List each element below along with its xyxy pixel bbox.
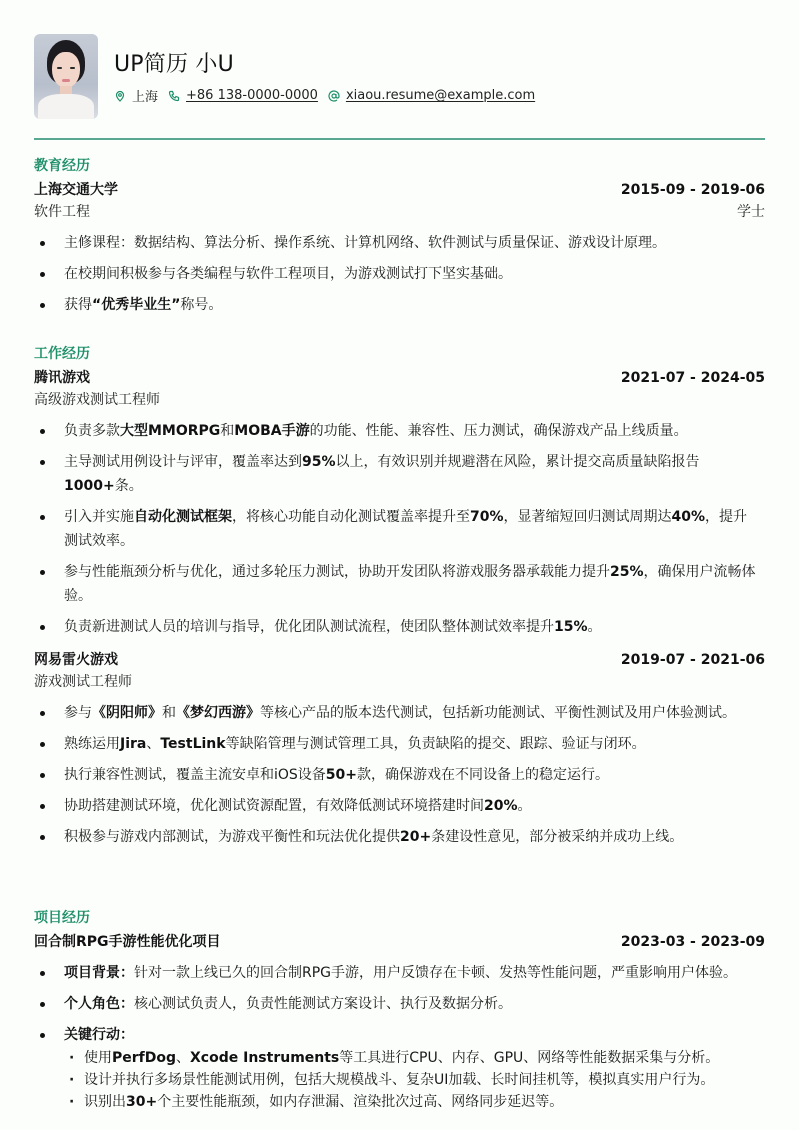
school-name: 上海交通大学	[34, 182, 118, 198]
job-date: 2019-07 - 2021-06	[620, 652, 765, 668]
list-item: 参与性能瓶颈分析与优化，通过多轮压力测试，协助开发团队将游戏服务器承载能力提升25%，确保用户流畅体验。	[34, 560, 765, 608]
list-item: 负责多款大型MMORPG和MOBA手游的功能、性能、兼容性、压力测试，确保游戏产品上线质量。	[34, 419, 765, 443]
section-title: 项目经历	[34, 910, 90, 926]
job-role: 游戏测试工程师	[34, 674, 132, 690]
education-bullets	[34, 231, 765, 317]
list-item: 熟练运用Jira、TestLink等缺陷管理与测试管理工具，负责缺陷的提交、跟踪、验证与闭环。	[34, 732, 765, 756]
list-item: 在校期间积极参与各类编程与软件工程项目，为游戏测试打下坚实基础。	[34, 262, 765, 286]
list-item: 执行兼容性测试，覆盖主流安卓和iOS设备50+款，确保游戏在不同设备上的稳定运行。	[34, 763, 765, 787]
list-item: 参与《阴阳师》和《梦幻西游》等核心产品的版本迭代测试，包括新功能测试、平衡性测试及用户体验测试。	[34, 701, 765, 725]
section-title: 工作经历	[34, 346, 90, 362]
job-bullets	[34, 701, 765, 849]
degree: 学士	[737, 204, 765, 220]
job-role: 高级游戏测试工程师	[34, 392, 160, 408]
education-date: 2015-09 - 2019-06	[620, 182, 765, 198]
list-item: 积极参与游戏内部测试，为游戏平衡性和玩法优化提供20+条建设性意见，部分被采纳并成功上线。	[34, 825, 765, 849]
list-item: 获得“优秀毕业生”称号。	[34, 293, 765, 317]
list-item: 项目背景：针对一款上线已久的回合制RPG手游，用户反馈存在卡顿、发热等性能问题，严重影响用户体验。	[34, 961, 765, 985]
contact-email	[328, 88, 535, 103]
list-item: 个人角色：核心测试负责人，负责性能测试方案设计、执行及数据分析。	[34, 992, 765, 1016]
sub-list-item: · 识别出30+个主要性能瓶颈，如内存泄漏、渲染批次过高、网络同步延迟等。	[64, 1091, 761, 1113]
key-actions-list	[64, 1047, 761, 1113]
at-sign-icon	[328, 90, 340, 102]
work-section	[34, 344, 765, 856]
job-date: 2021-07 - 2024-05	[620, 370, 765, 386]
list-item: 主修课程：数据结构、算法分析、操作系统、计算机网络、软件测试与质量保证、游戏设计原理。	[34, 231, 765, 255]
major: 软件工程	[34, 204, 90, 220]
email-link[interactable]: xiaou.resume@example.com	[345, 88, 536, 103]
profile-photo	[34, 34, 98, 119]
contact-location	[114, 86, 158, 105]
candidate-name: UP简历 小U	[114, 52, 234, 77]
phone-icon	[168, 90, 180, 102]
sub-list-item: · 设计并执行多场景性能测试用例，包括大规模战斗、复杂UI加载、长时间挂机等，模拟真实用户行为。	[64, 1069, 761, 1091]
project-bullets	[34, 961, 765, 1113]
job-entry	[34, 367, 765, 639]
list-item: 引入并实施自动化测试框架，将核心功能自动化测试覆盖率提升至70%，显著缩短回归测试周期达40%，提升测试效率。	[34, 505, 765, 553]
list-item: 关键行动： · 使用PerfDog、Xcode Instruments等工具进行CPU、内存、GPU、网络等性能数据采集与分析。 · 设计并执行多场景性能测试用例，包括大规模战斗、复杂UI加载、长时间挂机等，模拟真实用户行为。 · 识别出30+个主要性能瓶颈，如内存泄漏、渲染批次过高、网络同步延迟等。	[34, 1023, 765, 1113]
list-item: 负责新进测试人员的培训与指导，优化团队测试流程，使团队整体测试效率提升15%。	[34, 615, 765, 639]
list-item: 协助搭建测试环境，优化测试资源配置，有效降低测试环境搭建时间20%。	[34, 794, 765, 818]
contact-bar	[114, 86, 545, 105]
project-name: 回合制RPG手游性能优化项目	[34, 934, 221, 950]
job-entry	[34, 649, 765, 849]
job-bullets	[34, 419, 765, 639]
section-title: 教育经历	[34, 158, 90, 174]
header-divider	[34, 138, 765, 140]
list-item: 主导测试用例设计与评审，覆盖率达到95%以上，有效识别并规避潜在风险，累计提交高质量缺陷报告1000+条。	[34, 450, 765, 498]
education-section	[34, 156, 765, 324]
resume-header	[34, 34, 765, 120]
sub-list-item: · 使用PerfDog、Xcode Instruments等工具进行CPU、内存、GPU、网络等性能数据采集与分析。	[64, 1047, 761, 1069]
project-date: 2023-03 - 2023-09	[620, 934, 765, 950]
company-name: 网易雷火游戏	[34, 652, 118, 668]
company-name: 腾讯游戏	[34, 370, 90, 386]
location-text: 上海	[132, 90, 159, 105]
contact-phone	[168, 88, 318, 103]
location-pin-icon	[114, 90, 126, 102]
phone-link[interactable]: +86 138-0000-0000	[186, 88, 318, 103]
resume-page	[34, 34, 765, 1110]
projects-section	[34, 908, 765, 1120]
